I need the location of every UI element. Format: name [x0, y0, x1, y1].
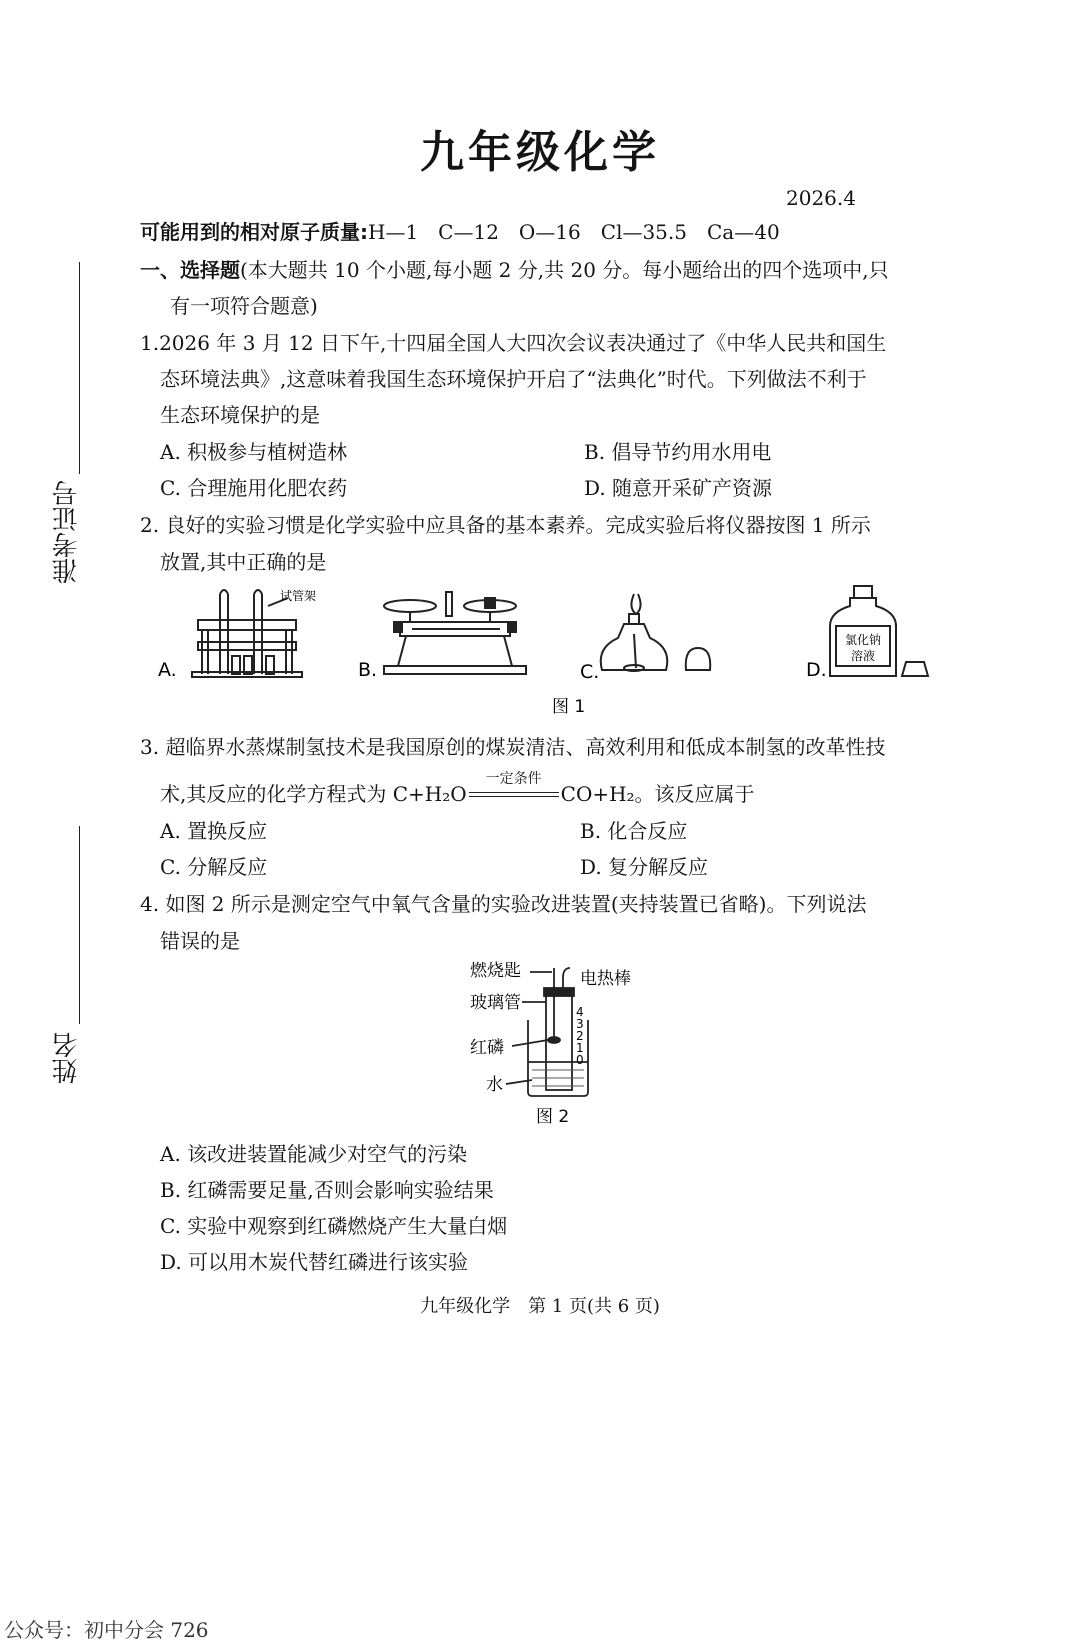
reaction-condition: 一定条件 — [485, 770, 542, 787]
watermark: 公众号：初中分会 726 — [4, 1618, 209, 1642]
rack-label: 试管架 — [280, 589, 317, 603]
q3-equation-left: 术,其反应的化学方程式为 C+H₂O — [160, 782, 467, 806]
q3-option-a: A. 置换反应 — [160, 819, 268, 843]
atomic-mass-label: 可能用到的相对原子质量: — [140, 220, 368, 244]
scale-3: 3 — [576, 1017, 584, 1031]
q3-option-b: B. 化合反应 — [580, 819, 688, 843]
q4-line-2: 错误的是 — [160, 929, 240, 953]
bottle-label-2: 溶液 — [850, 649, 876, 663]
q1-option-d: D. 随意开采矿产资源 — [584, 476, 773, 500]
q1-line-1: 1.2026 年 3 月 12 日下午,十四届全国人大四次会议表决通过了《中华人民共和国生 — [140, 331, 887, 355]
atomic-mass-line — [140, 216, 780, 245]
balance-icon — [384, 592, 526, 674]
q1-option-a: A. 积极参与植树造林 — [160, 440, 348, 464]
label-tube: 玻璃管 — [470, 993, 521, 1013]
q3-equation-right: CO+H₂。该反应属于 — [560, 782, 755, 806]
q1-line-3: 生态环境保护的是 — [160, 403, 320, 427]
fig2-caption: 图 2 — [536, 1107, 570, 1127]
label-water: 水 — [486, 1075, 503, 1095]
test-tube-rack-icon — [192, 590, 302, 677]
q4-option-c: C. 实验中观察到红磷燃烧产生大量白烟 — [160, 1214, 508, 1238]
q2-line-2: 放置,其中正确的是 — [160, 550, 327, 574]
exam-date: 2026.4 — [786, 186, 856, 210]
atomic-mass-values: H—1 C—12 O—16 Cl—35.5 Ca—40 — [368, 220, 780, 244]
figure-1 — [150, 582, 990, 717]
fig1-a-letter: A. — [158, 659, 177, 681]
q4-line-1: 4. 如图 2 所示是测定空气中氧气含量的实验改进装置(夹持装置已省略)。下列说法 — [140, 892, 867, 916]
q3-line-2 — [160, 770, 755, 807]
fig1-d-letter: D. — [806, 659, 827, 681]
exam-id-blank — [79, 262, 80, 474]
name-label: 姓名 — [52, 1032, 82, 1084]
q3-line-1: 3. 超临界水蒸煤制氢技术是我国原创的煤炭清洁、高效利用和低成本制氢的改革性技 — [140, 735, 886, 759]
section-heading — [140, 254, 889, 283]
name-blank — [79, 826, 80, 1024]
label-phosphorus: 红磷 — [470, 1038, 504, 1058]
scale-1: 1 — [576, 1041, 584, 1055]
q1-option-c: C. 合理施用化肥农药 — [160, 476, 348, 500]
section-heading-bold: 一、选择题 — [140, 258, 240, 282]
q4-option-d: D. 可以用木炭代替红磷进行该实验 — [160, 1250, 469, 1274]
q3-option-c: C. 分解反应 — [160, 855, 268, 879]
fig1-caption: 图 1 — [552, 697, 586, 717]
fig1-c-letter: C. — [580, 661, 600, 683]
alcohol-lamp-icon — [601, 594, 711, 671]
label-rod: 电热棒 — [580, 969, 631, 989]
page-title: 九年级化学 — [420, 127, 660, 178]
q3-option-d: D. 复分解反应 — [580, 855, 709, 879]
scale-2: 2 — [576, 1029, 584, 1043]
water-hatching — [532, 1070, 584, 1086]
q4-option-b: B. 红磷需要足量,否则会影响实验结果 — [160, 1178, 494, 1202]
q4-option-a: A. 该改进装置能减少对空气的污染 — [160, 1142, 468, 1166]
q1-option-b: B. 倡导节约用水用电 — [584, 440, 772, 464]
figure-2 — [462, 958, 652, 1130]
label-spoon: 燃烧匙 — [470, 961, 521, 981]
q1-line-2: 态环境法典》,这意味着我国生态环境保护开启了“法典化”时代。下列做法不利于 — [160, 367, 867, 391]
reagent-bottle-icon — [830, 586, 928, 676]
scale-0: 0 — [576, 1053, 584, 1067]
bottle-label-1: 氯化钠 — [844, 633, 882, 647]
q2-line-1: 2. 良好的实验习惯是化学实验中应具备的基本素养。完成实验后将仪器按图 1 所示 — [140, 513, 871, 537]
section-heading-text: (本大题共 10 个小题,每小题 2 分,共 20 分。每小题给出的四个选项中,只 — [240, 258, 889, 282]
page-footer: 九年级化学 第 1 页(共 6 页) — [420, 1296, 660, 1317]
exam-id-label: 准考证号 — [52, 480, 82, 584]
scale-4: 4 — [576, 1005, 584, 1019]
section-heading-cont: 有一项符合题意) — [170, 294, 318, 318]
fig1-b-letter: B. — [358, 659, 378, 681]
reaction-arrow — [467, 770, 561, 806]
